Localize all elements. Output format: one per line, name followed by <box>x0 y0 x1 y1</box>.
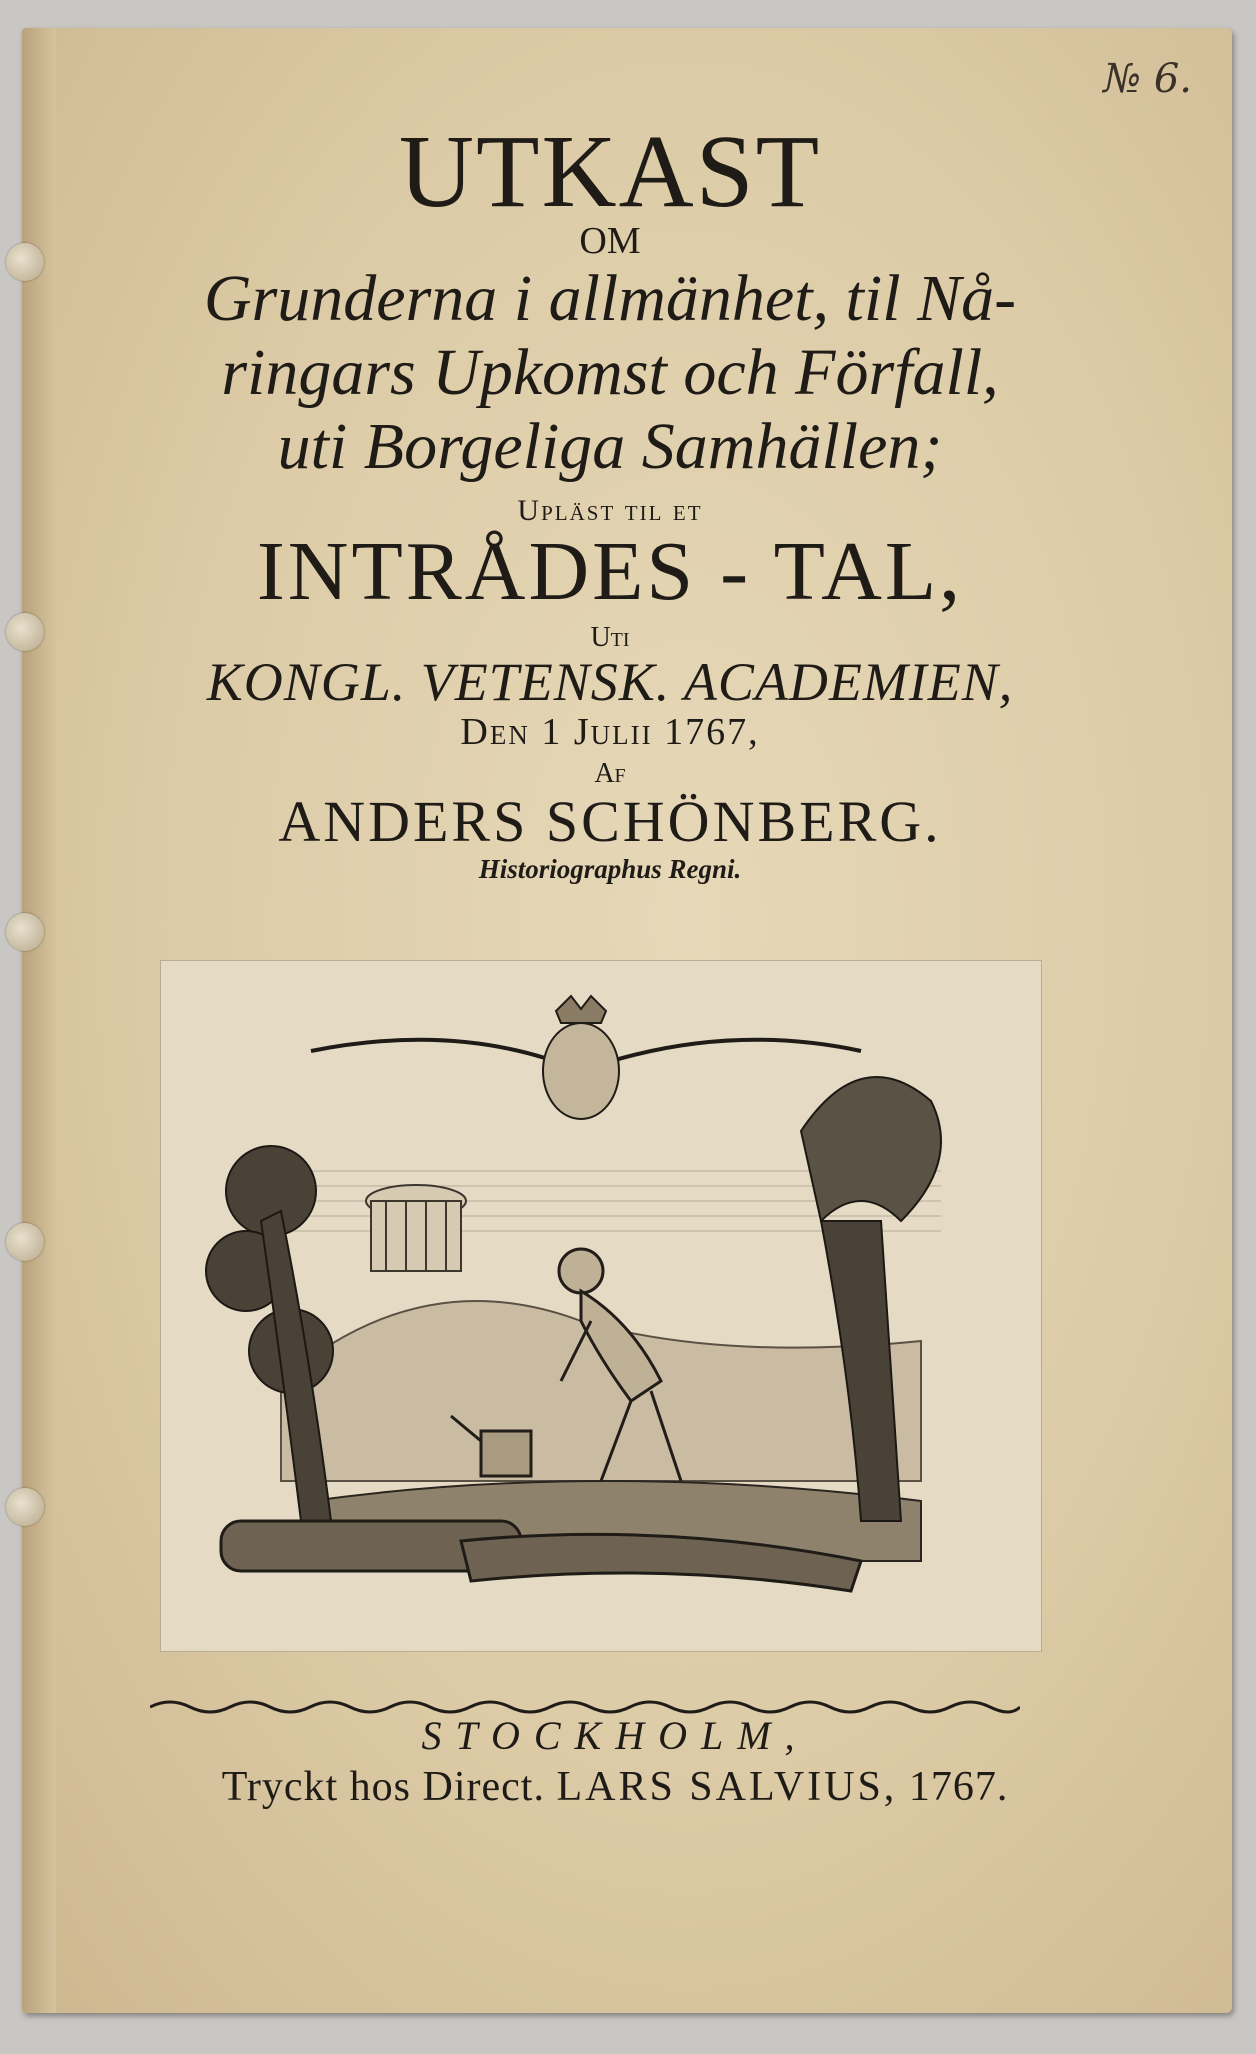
title-uti: Uti <box>590 621 630 653</box>
title-uplast: Upläst til et <box>517 493 703 527</box>
engraving-illustration <box>161 961 1041 1651</box>
binding-stitch <box>6 913 44 951</box>
printer-prefix: Tryckt hos Direct. <box>221 1764 545 1810</box>
imprint-place: STOCKHOLM, <box>421 1713 809 1758</box>
author-name: ANDERS SCHÖNBERG. <box>278 789 942 855</box>
binding-stitch <box>6 1223 44 1261</box>
title-academy: KONGL. VETENSK. ACADEMIEN, <box>206 651 1014 712</box>
handwritten-shelfmark: № 6. <box>1103 56 1192 102</box>
author-title: Historiographus Regni. <box>478 854 742 885</box>
title-date: Den 1 Julii 1767, <box>460 711 760 754</box>
printer-name: LARS SALVIUS, <box>556 1764 898 1810</box>
binding-stitch <box>6 243 44 281</box>
subtitle-line: Grunderna i allmänhet, til Nå- <box>203 261 1017 335</box>
title-af: Af <box>594 758 626 790</box>
imprint-year: 1767. <box>908 1764 1009 1810</box>
main-title: UTKAST <box>398 114 822 229</box>
title-intrades-tal: INTRÅDES - TAL, <box>256 524 964 618</box>
binding-stitch <box>6 1488 44 1526</box>
title-om: OM <box>579 220 641 262</box>
book-spine <box>22 28 56 2013</box>
imprint-block <box>100 1712 1130 1811</box>
imprint-printer <box>100 1763 1130 1811</box>
binding-stitch <box>6 613 44 651</box>
title-block <box>80 114 1140 885</box>
subtitle-line: uti Borgeliga Samhällen; <box>277 409 943 483</box>
allegorical-gardener-engraving-icon <box>160 960 1042 1652</box>
subtitle-line: ringars Upkomst och Förfall, <box>221 335 999 409</box>
